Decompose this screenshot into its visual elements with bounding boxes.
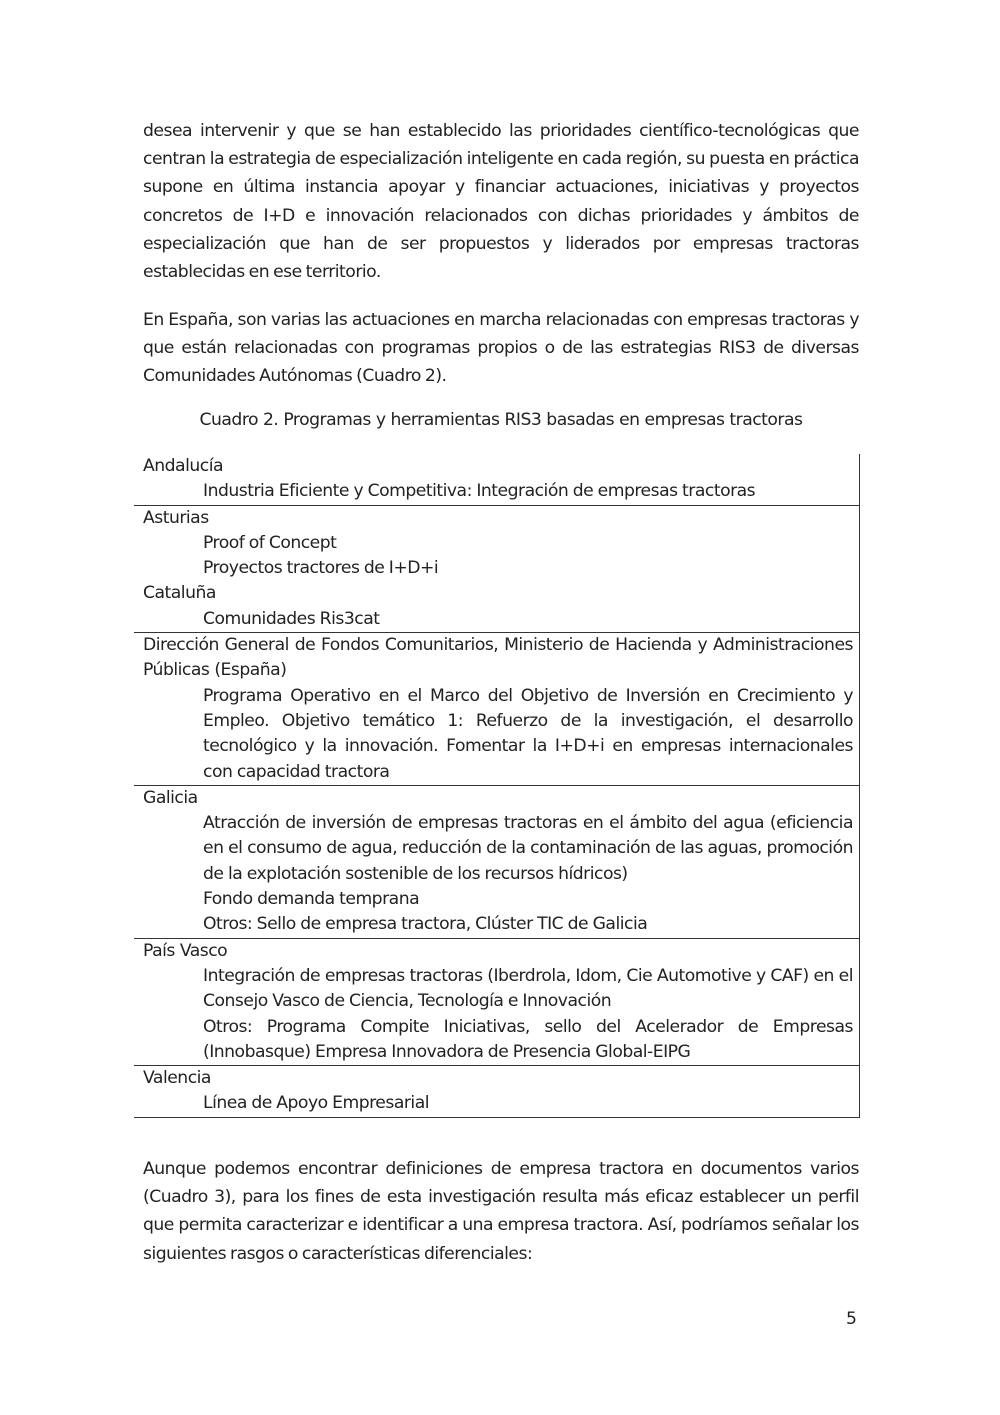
region-label: Valencia [143, 1068, 211, 1089]
table-group [134, 633, 859, 786]
region-label: Cataluña [143, 583, 216, 604]
table-group [134, 939, 859, 1066]
program-item: Otros: Sello de empresa tractora, Clúster TIC de Galicia [203, 914, 648, 935]
paragraph-2: En España, son varias las actuaciones en marcha relacionadas con empresas tractoras y que están relacionadas con programas propios o de las estrategias RIS3 de diversas Comunidades Autónomas (Cuadro 2). [143, 310, 859, 387]
program-item: Proyectos tractores de I+D+i [203, 558, 439, 579]
region-label: Asturias [143, 507, 209, 528]
program-item: Programa Operativo en el Marco del Objetivo de Inversión en Crecimiento y Empleo. Objetivo temático 1: Refuerzo de la investigación, el desarrollo tecnológico y la innovación. Fomentar la I+D+i en empresas internacionales con capacidad tractora [203, 685, 853, 782]
table-group [134, 506, 859, 633]
paragraph-1: desea intervenir y que se han establecido las prioridades científico-tecnológicas que centran la estrategia de especialización inteligente en cada región, su puesta en práctica supone en última instancia apoyar y financiar actuaciones, iniciativas y proyectos concretos de I+D e innovación relacionados con dichas prioridades y ámbitos de especialización que han de ser propuestos y liderados por empresas tractoras establecidas en ese territorio. [143, 121, 859, 283]
program-item: Atracción de inversión de empresas tractoras en el ámbito del agua (eficiencia en el consumo de agua, reducción de la contaminación de las aguas, promoción de la explotación sostenible de los recursos hídricos) [203, 813, 853, 884]
table-group [134, 786, 859, 939]
program-item: Línea de Apoyo Empresarial [203, 1093, 430, 1114]
table-caption: Cuadro 2. Programas y herramientas RIS3 basadas en empresas tractoras [199, 410, 803, 430]
program-item: Integración de empresas tractoras (Iberdrola, Idom, Cie Automotive y CAF) en el Consejo Vasco de Ciencia, Tecnología e Innovación [203, 965, 853, 1012]
program-item: Proof of Concept [203, 532, 337, 553]
paragraph-3: Aunque podemos encontrar definiciones de empresa tractora en documentos varios (Cuadro 3), para los fines de esta investigación resulta más eficaz establecer un perfil que permita caracterizar e identificar a una empresa tractora. Así, podríamos señalar los siguientes rasgos o características diferenciales: [143, 1159, 859, 1264]
page-number: 5 [846, 1309, 857, 1329]
region-label: Galicia [143, 787, 198, 808]
program-item: Fondo demanda temprana [203, 889, 420, 910]
table-group [134, 1066, 859, 1118]
program-item: Otros: Programa Compite Iniciativas, sello del Acelerador de Empresas (Innobasque) Empresa Innovadora de Presencia Global-EIPG [203, 1016, 853, 1062]
program-item: Comunidades Ris3cat [203, 608, 380, 629]
region-label: País Vasco [143, 940, 228, 961]
table-group [134, 454, 859, 506]
region-label: Dirección General de Fondos Comunitarios, Ministerio de Hacienda y Administraciones Públicas (España) [143, 635, 853, 681]
program-item: Industria Eficiente y Competitiva: Integración de empresas tractoras [203, 481, 756, 502]
programs-table [134, 454, 860, 1118]
region-label: Andalucía [143, 456, 224, 476]
